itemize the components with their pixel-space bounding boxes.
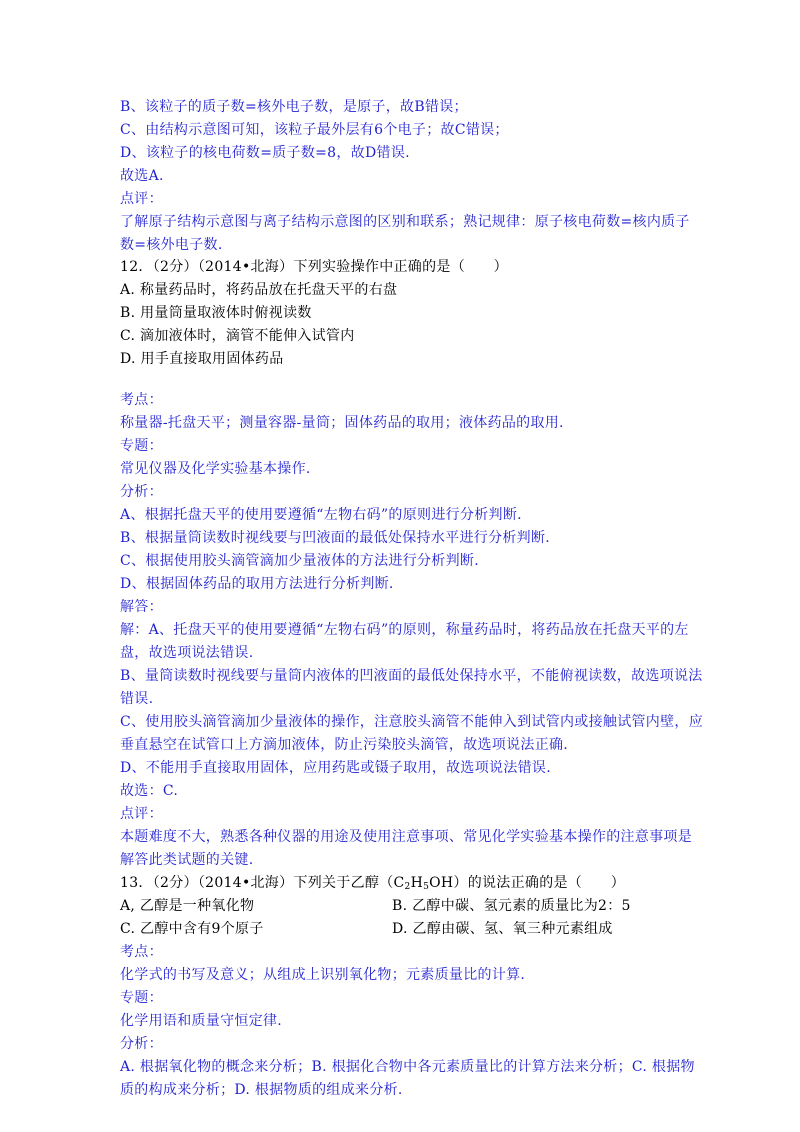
- q12-jieda-line-6: 垂直悬空在试管口上方滴加液体，防止污染胶头滴管，故选项说法正确.: [120, 737, 569, 753]
- q12-jieda-line-2: 盘，故选项说法错误.: [120, 645, 254, 661]
- q13-fenxi-line-1: A. 根据氧化物的概念来分析；B. 根据化合物中各元素质量比的计算方法来分析；C. 根据物: [120, 1059, 695, 1075]
- q12-fenxi-line-1: A、根据托盘天平的使用要遵循“左物右码”的原则进行分析判断.: [120, 507, 522, 523]
- q12-dianping-line-2: 解答此类试题的关键.: [120, 852, 254, 868]
- q12-answer: 故选：C.: [120, 783, 179, 799]
- q13-options-row-1: [120, 896, 680, 916]
- q12-jieda-line-4: 错误.: [120, 691, 154, 707]
- comment-line-1: 了解原子结构示意图与离子结构示意图的区别和联系；熟记规律：原子核电荷数=核内质子: [120, 214, 690, 230]
- answer-choice: 故选A.: [120, 168, 164, 184]
- q12-jieda-line-1: 解：A、托盘天平的使用要遵循“左物右码”的原则，称量药品时，将药品放在托盘天平的左: [120, 622, 689, 638]
- q13-zhuanti: 化学用语和质量守恒定律.: [120, 1013, 283, 1029]
- q12-kaodian-label: 考点：: [120, 392, 163, 408]
- answer-line-c: C、由结构示意图可知，该粒子最外层有6个电子；故C错误；: [120, 122, 509, 138]
- q12-stem: 12．（2分）（2014•北海）下列实验操作中正确的是（ ）: [120, 259, 508, 275]
- q13-fenxi-line-2: 质的构成来分析；D. 根据物质的组成来分析.: [120, 1082, 403, 1098]
- q12-fenxi-line-2: B、根据量筒读数时视线要与凹液面的最低处保持水平进行分析判断.: [120, 530, 551, 546]
- q12-fenxi-label: 分析：: [120, 484, 163, 500]
- q13-stem-pre: 13．（2分）（2014•北海）下列关于乙醇（C: [120, 875, 405, 891]
- q12-option-d: D. 用手直接取用固体药品: [120, 351, 284, 367]
- q13-kaodian-label: 考点：: [120, 944, 163, 960]
- q13-option-a: A, 乙醇是一种氧化物: [120, 898, 255, 914]
- q12-jieda-label: 解答：: [120, 599, 163, 615]
- q12-jieda-line-5: C、使用胶头滴管滴加少量液体的操作，注意胶头滴管不能伸入到试管内或接触试管内壁，应: [120, 714, 704, 730]
- q12-zhuanti-label: 专题：: [120, 438, 163, 454]
- answer-line-d: D、该粒子的核电荷数=质子数=8，故D错误.: [120, 145, 410, 161]
- q12-option-b: B. 用量筒量取液体时俯视读数: [120, 305, 312, 321]
- q12-jieda-line-3: B、量筒读数时视线要与量筒内液体的凹液面的最低处保持水平，不能俯视读数，故选项说法: [120, 668, 703, 684]
- q13-stem: [120, 873, 625, 893]
- q13-zhuanti-label: 专题：: [120, 990, 163, 1006]
- q12-fenxi-line-4: D、根据固体药品的取用方法进行分析判断.: [120, 576, 394, 592]
- q12-zhuanti: 常见仪器及化学实验基本操作.: [120, 461, 311, 477]
- comment-line-2: 数=核外电子数.: [120, 237, 223, 253]
- q13-stem-sub1: 2: [404, 882, 411, 892]
- q13-option-c: C. 乙醇中含有9个原子: [120, 921, 264, 937]
- q12-jieda-line-7: D、不能用手直接取用固体，应用药匙或镊子取用，故选项说法错误.: [120, 760, 551, 776]
- q13-stem-mid: H: [410, 875, 424, 891]
- q12-kaodian: 称量器-托盘天平；测量容器-量筒；固体药品的取用；液体药品的取用.: [120, 415, 564, 431]
- comment-label: 点评：: [120, 191, 163, 207]
- q12-fenxi-line-3: C、根据使用胶头滴管滴加少量液体的方法进行分析判断.: [120, 553, 479, 569]
- q13-option-b: B. 乙醇中碳、氢元素的质量比为2：5: [392, 898, 631, 914]
- q12-dianping-label: 点评：: [120, 806, 163, 822]
- q13-stem-sub2: 5: [423, 882, 430, 892]
- q13-kaodian: 化学式的书写及意义；从组成上识别氧化物；元素质量比的计算.: [120, 967, 526, 983]
- q13-fenxi-label: 分析：: [120, 1036, 163, 1052]
- q13-option-d: D. 乙醇由碳、氢、氧三种元素组成: [392, 921, 613, 937]
- q13-stem-post: OH）的说法正确的是（ ）: [429, 875, 625, 891]
- q13-options-row-2: [120, 919, 680, 939]
- q12-dianping-line-1: 本题难度不大，熟悉各种仪器的用途及使用注意事项、常见化学实验基本操作的注意事项是: [120, 829, 692, 845]
- answer-line-b: B、该粒子的质子数=核外电子数，是原子，故B错误；: [120, 99, 468, 115]
- q12-option-c: C. 滴加液体时，滴管不能伸入试管内: [120, 328, 355, 344]
- q12-option-a: A. 称量药品时，将药品放在托盘天平的右盘: [120, 282, 398, 298]
